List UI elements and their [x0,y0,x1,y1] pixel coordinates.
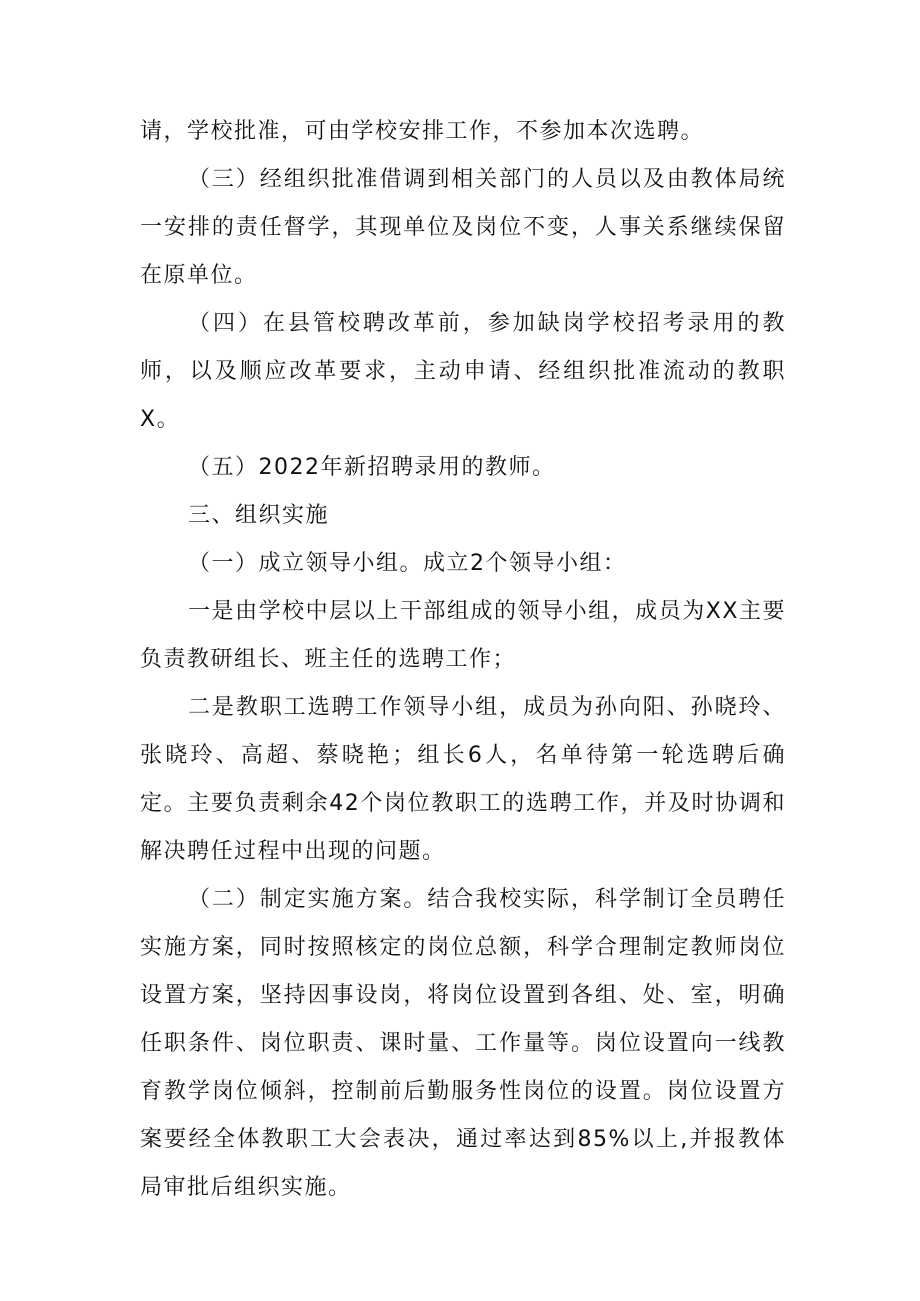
paragraph-implementation-plan: （二）制定实施方案。结合我校实际，科学制订全员聘任实施方案，同时按照核定的岗位总额，科学合理制定教师岗位设置方案，坚持因事设岗，将岗位设置到各组、处、室，明确任职条件、岗位职责、课时量、工作量等。岗位设置向一线教育教学岗位倾斜，控制前后勤服务性岗位的设置。岗位设置方案要经全体教职工大会表决，通过率达到85%以上,并报教体局审批后组织实施。 [140,887,786,1200]
paragraph-group-two: 二是教职工选聘工作领导小组，成员为孙向阳、孙晓玲、张晓玲、高超、蔡晓艳；组长6人，名单待第一轮选聘后确定。主要负责剩余42个岗位教职工的选聘工作，并及时协调和解决聘任过程中出现的问题。 [140,695,786,864]
paragraph-item-3: （三）经组织批准借调到相关部门的人员以及由教体局统一安排的责任督学，其现单位及岗位不变，人事关系继续保留在原单位。 [140,167,786,288]
document-body [140,108,786,1212]
paragraph-group-one: 一是由学校中层以上干部组成的领导小组，成员为XX主要负责教研组长、班主任的选聘工作； [140,599,786,672]
paragraph-item-5: （五）2022年新招聘录用的教师。 [188,455,556,480]
paragraph-item-4: （四）在县管校聘改革前，参加缺岗学校招考录用的教师，以及顺应改革要求，主动申请、经组织批准流动的教职X。 [140,311,786,432]
paragraph-leadership-group: （一）成立领导小组。成立2个领导小组： [188,551,627,576]
paragraph-continuation: 请，学校批准，可由学校安排工作，不参加本次选聘。 [140,119,705,144]
section-heading-organization: 三、组织实施 [188,503,330,528]
